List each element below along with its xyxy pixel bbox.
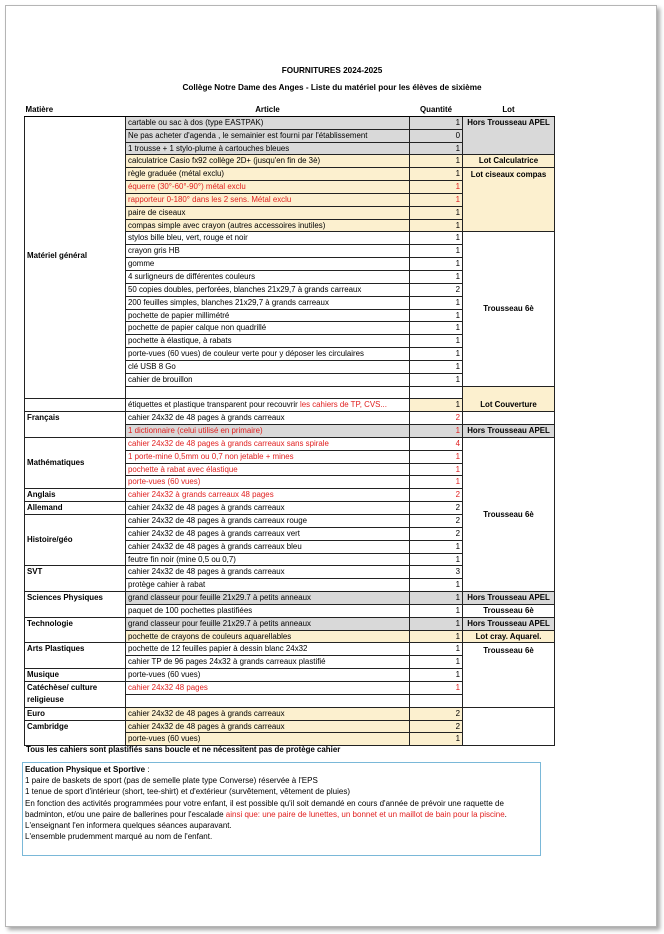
article-cell [126,193,410,206]
article-text: 1 porte-mine 0,5mm ou 0,7 non jetable + mines [128,451,294,461]
article-text: porte-vues (60 vues) de couleur verte pour y déposer les circulaires [128,349,364,359]
quantity-cell: 1 [410,168,463,181]
article-cell [126,540,410,553]
article-text: clé USB 8 Go [128,361,176,371]
lot-lot-calculatrice: Lot Calculatrice [463,155,555,168]
article-cell [126,309,410,322]
header-quantite: Quantité [410,104,463,116]
article-cell [126,219,410,232]
lot-empty [463,707,555,746]
article-text: grand classeur pour feuille 21x29.7 à petits anneaux [128,593,311,603]
article-text: paire de ciseaux [128,207,186,217]
article-cell [126,283,410,296]
article-cell [126,681,410,694]
quantity-cell: 1 [410,348,463,361]
eps-line-3-red: ainsi que: une paire de lunettes, un bonnet et un maillot de bain pour la piscine [225,809,505,819]
eps-line-3-end: . L'enseignant l'en informera quelques séances auparavant. [25,809,507,831]
article-text-red: les cahiers de TP, CVS... [299,400,387,410]
quantity-cell: 2 [410,707,463,720]
table-row [25,643,555,656]
article-text: cahier 24x32 de 48 pages à grands carreaux bleu [128,541,302,551]
article-text: cahier 24x32 de 48 pages à grands carreaux [128,721,285,731]
article-text: cartable ou sac à dos (type EASTPAK) [128,117,264,127]
quantity-cell: 1 [410,630,463,643]
article-text: règle graduée (métal exclu) [128,169,225,179]
article-cell [126,553,410,566]
article-cell [126,694,410,707]
article-cell [126,181,410,194]
article-cell [126,373,410,386]
lot-lot-ciseaux-compas: Lot ciseaux compas [463,168,555,232]
article-cell [126,399,410,412]
article-text: pochette de papier calque non quadrillé [128,323,267,333]
article-cell [126,348,410,361]
article-text: 1 dictionnaire (celui utilisé en primaire) [128,426,263,436]
article-cell [126,412,410,425]
article-cell [126,335,410,348]
article-text: 200 feuilles simples, blanches 21x29,7 à grands carreaux [128,297,329,307]
article-cell [126,463,410,476]
matiere-materiel-general: Matériel général [25,116,126,399]
lot-trousseau-6e: Trousseau 6è [463,604,555,617]
article-cell [126,142,410,155]
quantity-cell: 2 [410,283,463,296]
quantity-cell: 2 [410,489,463,502]
article-text: pochette de 12 feuilles papier à dessin blanc 24x32 [128,644,308,654]
article-text: 4 surligneurs de différentes couleurs [128,271,256,281]
quantity-cell: 1 [410,425,463,438]
article-cell [126,322,410,335]
lot-trousseau-6e: Trousseau 6è [463,232,555,386]
matiere-musique: Musique [25,669,126,682]
supplies-table [24,104,555,746]
article-cell [126,669,410,682]
lot-lot-cray-aquarel: Lot cray. Aquarel. [463,630,555,643]
quantity-cell: 1 [410,155,463,168]
article-cell [126,168,410,181]
quantity-cell: 1 [410,142,463,155]
header-lot: Lot [463,104,555,116]
eps-line-2: 1 tenue de sport d'intérieur (short, tee-shirt) et d'extérieur (survêtement, vêtement de pluies) [25,787,350,797]
quantity-cell: 1 [410,450,463,463]
quantity-cell [410,386,463,399]
lot-hors-trousseau-apel: Hors Trousseau APEL [463,116,555,155]
article-cell [126,592,410,605]
article-text: pochette de crayons de couleurs aquarellables [128,631,292,641]
article-text: équerre (30°-60°-90°) métal exclu [128,182,246,192]
article-cell [126,707,410,720]
article-text: cahier TP de 96 pages 24x32 à grands carreaux plastifié [128,657,326,667]
article-cell [126,643,410,656]
quantity-cell: 1 [410,553,463,566]
article-cell [126,296,410,309]
quantity-cell: 1 [410,322,463,335]
table-header-row [25,104,555,116]
quantity-cell: 3 [410,566,463,579]
article-cell [126,437,410,450]
lot-hors-trousseau-apel: Hors Trousseau APEL [463,617,555,630]
quantity-cell: 1 [410,309,463,322]
header-matiere: Matière [25,104,126,116]
quantity-cell: 1 [410,270,463,283]
quantity-cell: 1 [410,258,463,271]
quantity-cell: 2 [410,412,463,425]
cahiers-note: Tous les cahiers sont plastifiés sans boucle et ne nécessitent pas de protège cahier [26,745,341,754]
lot-empty [463,412,555,425]
article-text: cahier 24x32 de 48 pages à grands carreaux rouge [128,516,307,525]
article-cell [126,155,410,168]
article-cell [126,270,410,283]
matiere-empty [25,399,126,412]
matiere-histoire-geo: Histoire/géo [25,515,126,566]
article-cell [126,515,410,528]
table-row [25,707,555,720]
lot-trousseau-6e: Trousseau 6è [463,643,555,707]
quantity-cell: 1 [410,681,463,694]
article-text: feutre fin noir (mine 0,5 ou 0,7) [128,554,236,564]
article-text: cahier 24x32 de 48 pages à grands carreaux [128,708,285,718]
quantity-cell: 1 [410,476,463,489]
quantity-cell: 1 [410,296,463,309]
article-text: calculatrice Casio fx92 collège 2D+ (jusqu'en fin de 3è) [128,156,321,166]
matiere-catechese: Catéchèse/ culture religieuse [25,681,126,707]
article-cell [126,566,410,579]
article-text: cahier 24x32 48 pages [128,682,208,692]
document-subtitle: Collège Notre Dame des Anges - Liste du matériel pour les élèves de sixième [182,83,482,92]
quantity-cell: 1 [410,181,463,194]
matiere-cambridge: Cambridge [25,720,126,746]
article-text: pochette de papier millimétré [128,310,230,320]
article-cell [126,425,410,438]
lot-trousseau-6e: Trousseau 6è [463,437,555,591]
article-text: cahier de brouillon [128,374,193,384]
article-cell [126,245,410,258]
article-text: Ne pas acheter d'agenda , le semainier est fourni par l'établissement [128,130,368,140]
table-row [25,617,555,630]
article-cell [126,617,410,630]
table-row [25,116,555,129]
quantity-cell: 1 [410,373,463,386]
quantity-cell: 1 [410,206,463,219]
eps-box [22,762,541,856]
article-cell [126,386,410,399]
header-article: Article [126,104,410,116]
matiere-arts-plastiques: Arts Plastiques [25,643,126,669]
quantity-cell: 2 [410,720,463,733]
article-cell [126,129,410,142]
quantity-cell: 1 [410,245,463,258]
quantity-cell: 1 [410,669,463,682]
quantity-cell: 1 [410,656,463,669]
article-cell [126,450,410,463]
article-cell [126,206,410,219]
article-cell [126,502,410,515]
quantity-cell: 1 [410,463,463,476]
article-cell [126,604,410,617]
eps-line-4: L'ensemble prudemment marqué au nom de l'enfant. [25,832,213,842]
article-text: compas simple avec crayon (autres accessoires inutiles) [128,220,326,230]
quantity-cell: 1 [410,219,463,232]
article-cell [126,720,410,733]
quantity-cell: 1 [410,360,463,373]
article-text: gomme [128,259,155,269]
article-text: protège cahier à rabat [128,580,206,590]
article-text: étiquettes et plastique transparent pour recouvrir [128,400,300,410]
article-text: 1 trousse + 1 stylo-plume à cartouches bleues [128,143,290,153]
article-text: porte-vues (60 vues) [128,670,201,680]
quantity-cell: 2 [410,515,463,528]
quantity-cell: 2 [410,527,463,540]
matiere-euro: Euro [25,707,126,720]
article-text: cahier 24x32 de 48 pages à grands carreaux [128,567,285,577]
article-text: cahier 24x32 de 48 pages à grands carreaux [128,413,285,423]
lot-hors-trousseau-apel: Hors Trousseau APEL [463,425,555,438]
article-text: pochette à rabat avec élastique [128,464,238,474]
quantity-cell: 1 [410,193,463,206]
eps-line-3: En fonction des activités programmées pour votre enfant, il est possible qu'il soit demandé en cours d'année de prévoir une raquette de badminton, et/ou une paire de ballerines pour l'escalade [25,798,504,819]
quantity-cell: 1 [410,116,463,129]
table-row [25,412,555,425]
article-cell [126,258,410,271]
article-cell [126,476,410,489]
article-text: grand classeur pour feuille 21x29.7 à petits anneaux [128,618,311,628]
table-row [25,592,555,605]
document-title: FOURNITURES 2024-2025 [281,66,383,75]
quantity-cell: 1 [410,540,463,553]
eps-heading-suffix: : [145,765,150,774]
quantity-cell: 1 [410,733,463,746]
quantity-cell: 1 [410,617,463,630]
matiere-francais: Français [25,412,126,438]
quantity-cell: 2 [410,502,463,515]
article-text: porte-vues (60 vues) [128,477,201,487]
article-text: cahier 24x32 de 48 pages à grands carreaux [128,503,285,513]
matiere-allemand: Allemand [25,502,126,515]
article-cell [126,733,410,746]
article-cell [126,527,410,540]
matiere-svt: SVT [25,566,126,592]
matiere-sciences-physiques: Sciences Physiques [25,592,126,618]
matiere-anglais: Anglais [25,489,126,502]
article-cell [126,579,410,592]
article-text: pochette à élastique, à rabats [128,336,232,346]
quantity-cell: 1 [410,399,463,412]
quantity-cell: 1 [410,232,463,245]
article-cell [126,630,410,643]
article-text: stylos bille bleu, vert, rouge et noir [128,233,248,243]
article-text: cahier 24x32 de 48 pages à grands carreaux vert [128,528,300,538]
quantity-cell: 0 [410,129,463,142]
article-cell [126,116,410,129]
article-text: paquet de 100 pochettes plastifiées [128,605,253,615]
quantity-cell: 1 [410,643,463,656]
article-text: cahier 24x32 de 48 pages à grands carreaux sans spirale [128,438,329,448]
lot-lot-couverture: Lot Couverture [463,386,555,412]
quantity-cell: 1 [410,335,463,348]
article-text: 50 copies doubles, perforées, blanches 21x29,7 à grands carreaux [128,284,362,294]
quantity-cell [410,694,463,707]
article-text: cahier 24x32 à grands carreaux 48 pages [128,490,274,500]
article-cell [126,656,410,669]
article-text: rapporteur 0-180° dans les 2 sens. Métal exclu [128,194,292,204]
quantity-cell: 1 [410,604,463,617]
article-cell [126,360,410,373]
matiere-mathematiques: Mathématiques [25,437,126,488]
article-cell [126,489,410,502]
article-text: porte-vues (60 vues) [128,734,201,744]
matiere-technologie: Technologie [25,617,126,643]
quantity-cell: 1 [410,592,463,605]
quantity-cell: 1 [410,579,463,592]
article-cell [126,232,410,245]
table-row [25,437,555,450]
eps-line-1: 1 paire de baskets de sport (pas de semelle plate type Converse) réservée à l'EPS [25,776,318,786]
eps-heading: Education Physique et Sportive [25,765,146,774]
lot-hors-trousseau-apel: Hors Trousseau APEL [463,592,555,605]
quantity-cell: 4 [410,437,463,450]
article-text: crayon gris HB [128,246,180,256]
